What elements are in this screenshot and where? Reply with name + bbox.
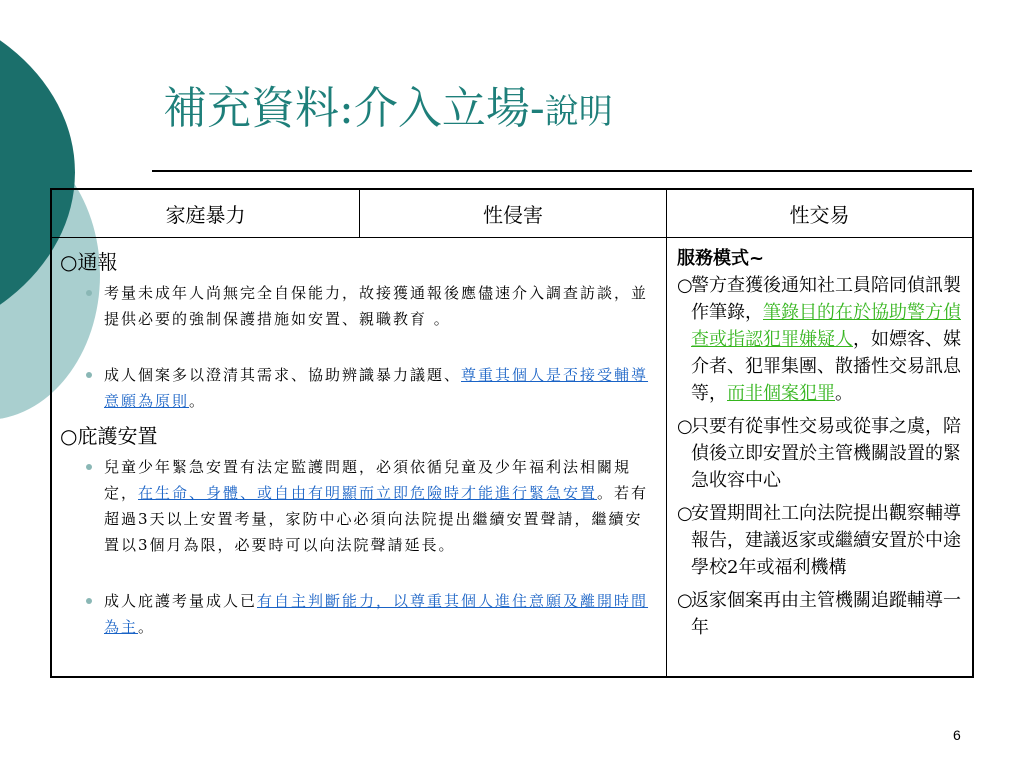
left-merged-cell [52,238,667,676]
comparison-table [50,188,974,678]
bullet-icon [86,598,92,604]
emergency-placement-link[interactable]: 在生命、身體、或自由有明顯而立即危險時才能進行緊急安置 [138,484,598,502]
right-cell-sex-trade [667,238,972,676]
autonomy-link[interactable]: 有自主判斷能力，以尊重其個人進住意願及離開時間為主 [104,592,649,636]
header-sex-trade: 性交易 [667,190,972,238]
sex-trade-item-2: ○ 只要有從事性交易或從事之虞，陪偵後立即安置於主管機關設置的緊急收容中心 [677,413,964,494]
bullet-icon [86,290,92,296]
bullet-shelter-adult: 成人庇護考量成人已有自主判斷能力，以尊重其個人進住意願及離開時間為主。 [88,588,658,640]
section-report-title: ○通報 [60,250,118,274]
header-domestic-violence: 家庭暴力 [52,190,360,238]
bullet-icon [86,372,92,378]
bullet-icon [86,464,92,470]
bullet-report-adult: 成人個案多以澄清其需求、協助辨識暴力議題、尊重其個人是否接受輔導意願為原則。 [88,362,658,414]
respect-willingness-link[interactable]: 尊重其個人是否接受輔導意願為原則 [104,366,649,410]
record-purpose-link[interactable]: 筆錄目的在於協助警方偵查或指認犯罪嫌疑人 [691,302,961,350]
sex-trade-item-3: ○ 安置期間社工向法院提出觀察輔導報告，建議返家或繼續安置於中途學校2年或福利機構 [677,500,964,581]
bullet-report-minor: 考量未成年人尚無完全自保能力，故接獲通報後應儘速介入調查訪談，並提供必要的強制保護措施如安置、親職教育 。 [88,280,658,332]
sex-trade-item-1: ○ 警方查獲後通知社工員陪同偵訊製作筆錄，筆錄目的在於協助警方偵查或指認犯罪嫌疑人，如嫖客、媒介者、犯罪集團、散播性交易訊息等，而非個案犯罪。 [677,272,964,407]
bullet-shelter-child: 兒童少年緊急安置有法定監護問題，必須依循兒童及少年福利法相關規定，在生命、身體、或自由有明顯而立即危險時才能進行緊急安置。若有超過3天以上安置考量，家防中心必須向法院提出繼續安置聲請，繼續安置以3個月為限，必要時可以向法院聲請延長。 [88,454,658,558]
ring-bullet-icon: ○ [677,590,693,611]
not-case-crime-link[interactable]: 而非個案犯罪 [727,383,835,404]
section-shelter-title: ○庇護安置 [60,424,158,448]
page-number: 6 [953,727,961,743]
sex-trade-item-4: ○ 返家個案再由主管機關追蹤輔導一年 [677,587,964,641]
service-mode-heading: 服務模式~ [677,248,765,269]
ring-bullet-icon: ○ [677,503,693,524]
header-sexual-assault: 性侵害 [360,190,667,238]
ring-bullet-icon: ○ [677,416,693,437]
slide-title: 補充資料:介入立場-說明 [163,83,613,134]
title-divider [152,170,972,172]
slide-title-sub: 說明 [544,92,613,132]
ring-bullet-icon: ○ [677,275,693,296]
